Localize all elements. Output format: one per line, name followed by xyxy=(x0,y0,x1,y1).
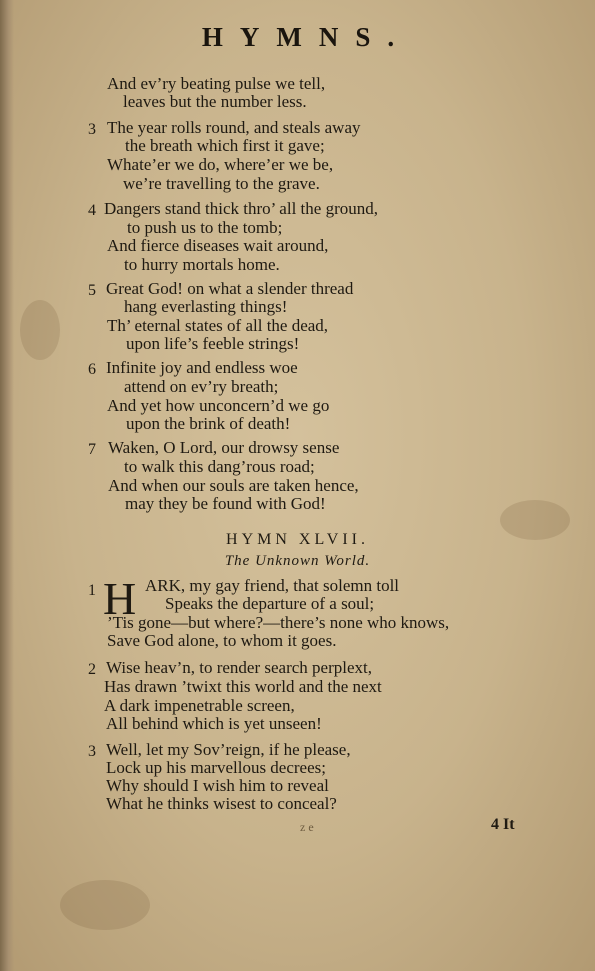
verse-line: the breath which first it gave; xyxy=(125,136,325,155)
verse-line: Wise heav’n, to render search perplext, xyxy=(106,658,372,677)
verse-line: Great God! on what a slender thread xyxy=(106,279,354,298)
verse-line: Well, let my Sov’reign, if he please, xyxy=(106,740,351,759)
verse-line: All behind which is yet unseen! xyxy=(106,714,322,733)
verse-line: we’re travelling to the grave. xyxy=(123,174,320,193)
verse-line: hang everlasting things! xyxy=(124,297,288,316)
running-header: HYMNS. xyxy=(201,22,412,52)
verse-line: And fierce diseases wait around, xyxy=(107,236,329,255)
verse-number: 4 xyxy=(88,202,96,219)
hymn-subtitle: The Unknown World. xyxy=(224,553,371,569)
verse-line: upon the brink of death! xyxy=(126,414,291,433)
foxing-stain xyxy=(60,880,150,930)
verse-number: 3 xyxy=(88,743,96,760)
verse-line: The year rolls round, and steals away xyxy=(107,118,361,137)
verse-number: 7 xyxy=(88,441,96,458)
verse-line: Th’ eternal states of all the dead, xyxy=(107,316,329,335)
verse-number: 1 xyxy=(88,582,96,599)
page-binding-edge xyxy=(0,0,14,971)
verse-line: Whate’er we do, where’er we be, xyxy=(107,155,334,174)
verse-number: 6 xyxy=(88,361,96,378)
drop-capital: H xyxy=(103,573,137,624)
verse-line: attend on ev’ry breath; xyxy=(124,377,279,396)
signature-mark: z e xyxy=(300,820,314,834)
foxing-stain xyxy=(20,300,60,360)
verse-number: 5 xyxy=(88,282,96,299)
verse-line: Dangers stand thick thro’ all the ground, xyxy=(104,199,378,218)
verse-line: may they be found with God! xyxy=(125,494,326,513)
verse-line: Save God alone, to whom it goes. xyxy=(107,631,337,650)
verse-line: And yet how unconcern’d we go xyxy=(107,396,330,415)
verse-line: And when our souls are taken hence, xyxy=(108,476,359,495)
verse-line: What he thinks wisest to conceal? xyxy=(106,794,337,813)
verse-line: Why should I wish him to reveal xyxy=(106,776,329,795)
verse-line: Infinite joy and endless woe xyxy=(106,358,298,377)
verse-line: to push us to the tomb; xyxy=(127,218,283,237)
verse-line: Has drawn ’twixt this world and the next xyxy=(104,677,382,696)
verse-line: A dark impenetrable screen, xyxy=(104,696,295,715)
verse-line: upon life’s feeble strings! xyxy=(126,334,300,353)
verse-line: Speaks the departure of a soul; xyxy=(165,594,375,613)
verse-line: to hurry mortals home. xyxy=(124,255,280,274)
verse-line: leaves but the number less. xyxy=(123,92,307,111)
verse-number: 2 xyxy=(88,661,96,678)
verse-line: to walk this dang’rous road; xyxy=(124,457,315,476)
catchword: 4 It xyxy=(491,816,515,833)
verse-line: Lock up his marvellous decrees; xyxy=(106,758,326,777)
verse-line: Waken, O Lord, our drowsy sense xyxy=(108,438,340,457)
verse-number: 3 xyxy=(88,121,96,138)
verse-line: And ev’ry beating pulse we tell, xyxy=(107,74,326,93)
verse-line: ’Tis gone—but where?—there’s none who knows, xyxy=(107,613,450,632)
hymn-title: HYMN XLVII. xyxy=(226,531,369,548)
verse-line: ARK, my gay friend, that solemn toll xyxy=(145,576,400,595)
